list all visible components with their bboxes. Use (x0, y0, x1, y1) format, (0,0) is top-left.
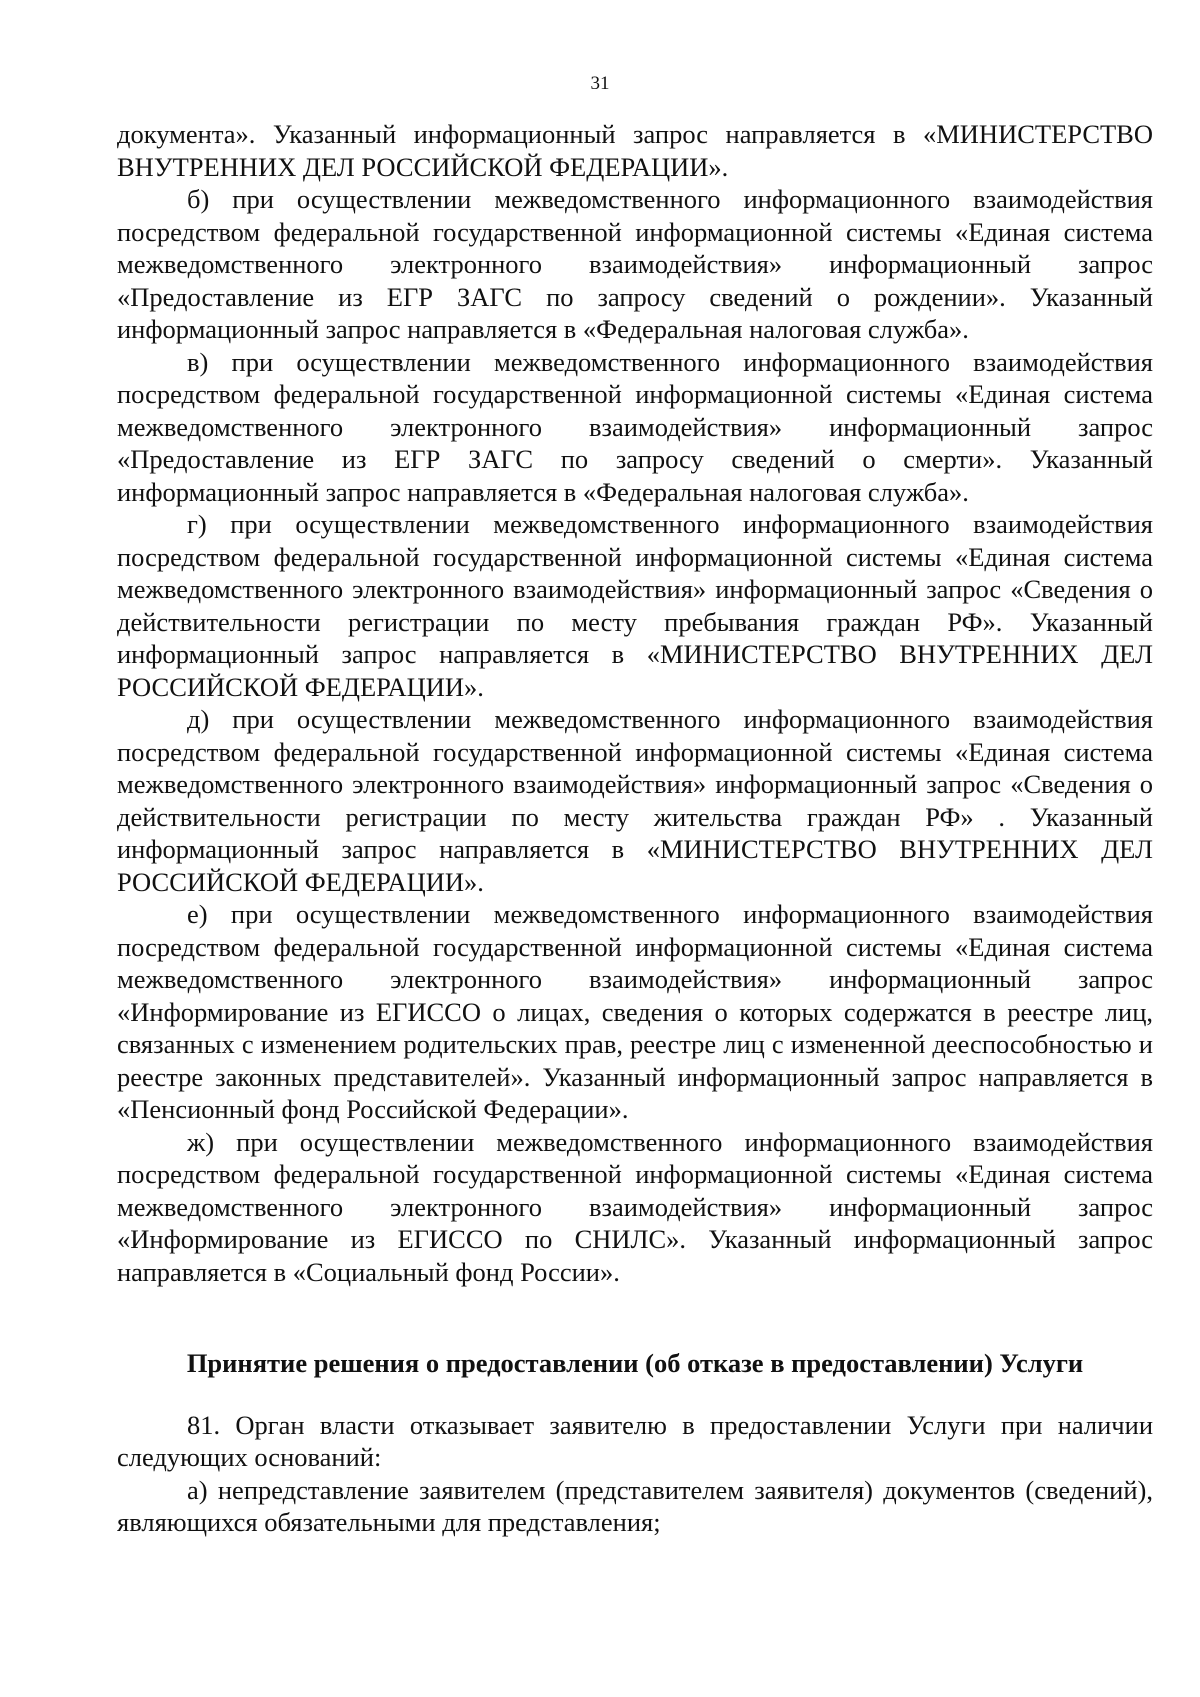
paragraph-item-g: г) при осуществлении межведомственного информационного взаимодействия посредством федеральной государственной информационной системы «Единая система межведомственного электронного взаимодействия» информационный запрос «Сведения о действительности регистрации по месту пребывания граждан РФ». Указанный информационный запрос направляется в «МИНИСТЕРСТВО ВНУТРЕННИХ ДЕЛ РОССИЙСКОЙ ФЕДЕРАЦИИ». (117, 509, 1153, 702)
paragraph-item-a: а) непредставление заявителем (представителем заявителя) документов (сведений), являющихся обязательными для представления; (117, 1474, 1153, 1537)
paragraph-81: 81. Орган власти отказывает заявителю в предоставлении Услуги при наличии следующих оснований: (117, 1409, 1153, 1472)
paragraph-continuation: документа». Указанный информационный запрос направляется в «МИНИСТЕРСТВО ВНУТРЕННИХ ДЕЛ РОССИЙСКОЙ ФЕДЕРАЦИИ». (117, 119, 1153, 182)
page-number: 31 (590, 73, 610, 94)
paragraph-item-e: е) при осуществлении межведомственного информационного взаимодействия посредством федеральной государственной информационной системы «Единая система межведомственного электронного взаимодействия» информационный запрос «Информирование из ЕГИССО о лицах, сведения о которых содержатся в реестре лиц, связанных с изменением родительских прав, реестре лиц с измененной дееспособностью и реестре законных представителей». Указанный информационный запрос направляется в «Пенсионный фонд Российской Федерации». (117, 899, 1153, 1124)
paragraph-item-zh: ж) при осуществлении межведомственного информационного взаимодействия посредством федеральной государственной информационной системы «Единая система межведомственного электронного взаимодействия» информационный запрос «Информирование из ЕГИССО по СНИЛС». Указанный информационный запрос направляется в «Социальный фонд России». (117, 1126, 1153, 1287)
document-body (117, 118, 1153, 1539)
paragraph-item-v: в) при осуществлении межведомственного информационного взаимодействия посредством федеральной государственной информационной системы «Единая система межведомственного электронного взаимодействия» информационный запрос «Предоставление из ЕГР ЗАГС по запросу сведений о смерти». Указанный информационный запрос направляется в «Федеральная налоговая служба». (117, 346, 1153, 507)
section-heading: Принятие решения о предоставлении (об отказе в предоставлении) Услуги (186, 1348, 1084, 1378)
paragraph-item-d: д) при осуществлении межведомственного информационного взаимодействия посредством федеральной государственной информационной системы «Единая система межведомственного электронного взаимодействия» информационный запрос «Сведения о действительности регистрации по месту жительства граждан РФ» . Указанный информационный запрос направляется в «МИНИСТЕРСТВО ВНУТРЕННИХ ДЕЛ РОССИЙСКОЙ ФЕДЕРАЦИИ». (117, 704, 1153, 897)
paragraph-item-b: б) при осуществлении межведомственного информационного взаимодействия посредством федеральной государственной информационной системы «Единая система межведомственного электронного взаимодействия» информационный запрос «Предоставление из ЕГР ЗАГС по запросу сведений о рождении». Указанный информационный запрос направляется в «Федеральная налоговая служба». (117, 184, 1153, 344)
